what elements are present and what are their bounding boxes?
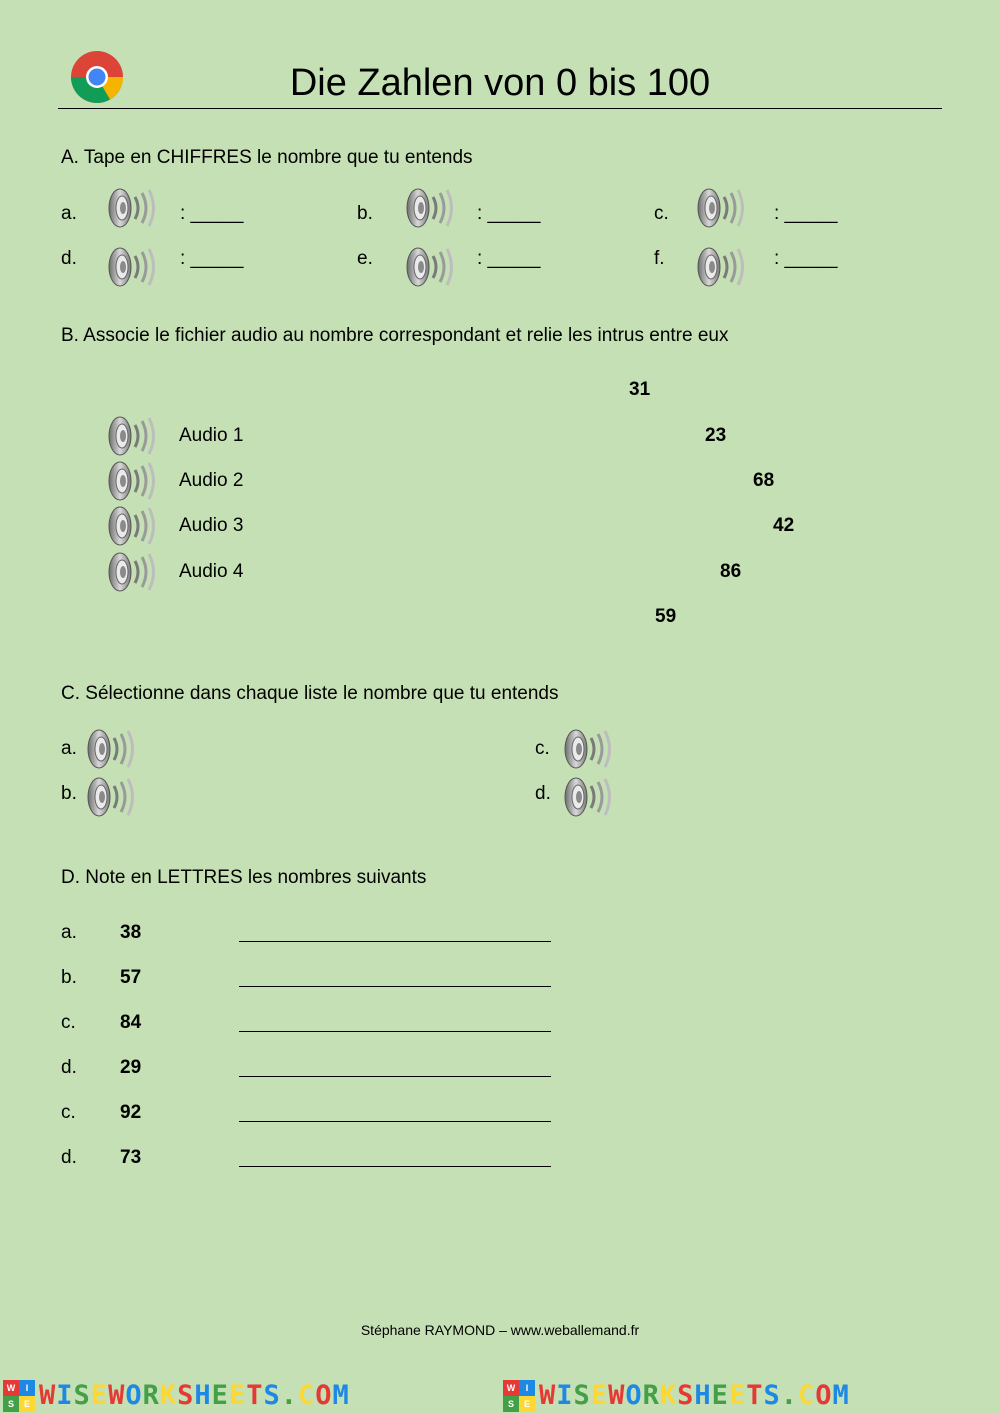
speaker-icon[interactable] <box>696 246 748 288</box>
banner-letter: O <box>815 1380 833 1411</box>
section-a-label-c: c. <box>654 203 669 224</box>
speaker-icon[interactable] <box>107 246 159 288</box>
banner-letter: . <box>780 1380 798 1411</box>
banner-letter: R <box>642 1380 660 1411</box>
section-d-label: c. <box>61 1012 76 1033</box>
section-d-heading: D. Note en LETTRES les nombres suivants <box>61 867 427 888</box>
section-a-label-f: f. <box>654 248 665 269</box>
answer-line[interactable] <box>239 1121 551 1122</box>
answer-line[interactable] <box>239 941 551 942</box>
banner-letter: E <box>728 1380 747 1411</box>
banner-letter: S <box>677 1380 695 1411</box>
section-a-label-b: b. <box>357 203 373 224</box>
banner-letter: E <box>590 1380 609 1411</box>
audio-label-3[interactable]: Audio 3 <box>179 515 244 536</box>
banner-letter: E <box>228 1380 247 1411</box>
page-title: Die Zahlen von 0 bis 100 <box>289 62 711 104</box>
section-d-number: 73 <box>120 1147 142 1168</box>
banner-letter: K <box>159 1380 178 1411</box>
banner-letter: O <box>315 1380 333 1411</box>
section-c-label-c: c. <box>535 738 550 759</box>
banner-letter: S <box>73 1380 91 1411</box>
section-d-number: 57 <box>120 967 142 988</box>
banner-text <box>539 1380 850 1411</box>
banner-letter: M <box>332 1380 350 1411</box>
speaker-icon[interactable] <box>107 187 159 229</box>
banner-letter: C <box>297 1380 316 1411</box>
answer-input-d[interactable]: : _____ <box>180 248 244 269</box>
banner-text <box>39 1380 350 1411</box>
match-number[interactable]: 59 <box>655 606 677 627</box>
section-a-heading: A. Tape en CHIFFRES le nombre que tu entends <box>61 147 473 168</box>
section-c-label-a: a. <box>61 738 77 759</box>
audio-label-2[interactable]: Audio 2 <box>179 470 244 491</box>
speaker-icon[interactable] <box>107 551 159 593</box>
section-a-label-d: d. <box>61 248 77 269</box>
speaker-icon[interactable] <box>107 460 159 502</box>
banner-letter: E <box>711 1380 729 1411</box>
section-a-label-e: e. <box>357 248 373 269</box>
banner-letter: S <box>573 1380 591 1411</box>
logo-letter: E <box>519 1396 535 1412</box>
match-number[interactable]: 31 <box>629 379 651 400</box>
section-d-label: c. <box>61 1102 76 1123</box>
banner-letter: W <box>608 1380 626 1411</box>
section-c-label-b: b. <box>61 783 77 804</box>
answer-line[interactable] <box>239 1031 551 1032</box>
banner-letter: H <box>694 1380 712 1411</box>
speaker-icon[interactable] <box>107 505 159 547</box>
match-number[interactable]: 23 <box>705 425 727 446</box>
logo-letter: E <box>19 1396 35 1412</box>
banner-letter: H <box>194 1380 212 1411</box>
speaker-icon[interactable] <box>405 246 457 288</box>
section-d-label: b. <box>61 967 77 988</box>
banner-letter: W <box>39 1380 57 1411</box>
banner-letter: I <box>556 1380 574 1411</box>
section-c-heading: C. Sélectionne dans chaque liste le nombre que tu entends <box>61 683 559 704</box>
section-d-number: 38 <box>120 922 142 943</box>
logo-letter: I <box>519 1380 535 1396</box>
audio-label-4[interactable]: Audio 4 <box>179 561 244 582</box>
banner-letter: S <box>263 1380 281 1411</box>
logo-letter: W <box>503 1380 519 1396</box>
speaker-icon[interactable] <box>563 776 615 818</box>
wise-logo-icon <box>503 1380 535 1412</box>
audio-label-1[interactable]: Audio 1 <box>179 425 244 446</box>
speaker-icon[interactable] <box>86 776 138 818</box>
answer-line[interactable] <box>239 1076 551 1077</box>
wise-logo-icon <box>3 1380 35 1412</box>
answer-line[interactable] <box>239 1166 551 1167</box>
answer-input-c[interactable]: : _____ <box>774 203 838 224</box>
section-d-label: d. <box>61 1057 77 1078</box>
answer-input-a[interactable]: : _____ <box>180 203 244 224</box>
answer-input-f[interactable]: : _____ <box>774 248 838 269</box>
logo-letter: S <box>3 1396 19 1412</box>
speaker-icon[interactable] <box>563 728 615 770</box>
banner-letter: E <box>211 1380 229 1411</box>
banner-letter: O <box>625 1380 643 1411</box>
banner-letter: T <box>746 1380 764 1411</box>
logo-letter: S <box>503 1396 519 1412</box>
banner-letter: I <box>56 1380 74 1411</box>
answer-input-e[interactable]: : _____ <box>477 248 541 269</box>
section-d-number: 29 <box>120 1057 142 1078</box>
speaker-icon[interactable] <box>86 728 138 770</box>
banner-letter: O <box>125 1380 143 1411</box>
section-c-label-d: d. <box>535 783 551 804</box>
banner-letter: M <box>832 1380 850 1411</box>
banner-letter: R <box>142 1380 160 1411</box>
banner-letter: C <box>797 1380 816 1411</box>
title-divider <box>58 108 942 109</box>
section-d-number: 92 <box>120 1102 142 1123</box>
match-number[interactable]: 68 <box>753 470 775 491</box>
footer-credit: Stéphane RAYMOND – www.weballemand.fr <box>360 1322 640 1338</box>
banner-letter: S <box>177 1380 195 1411</box>
match-number[interactable]: 42 <box>773 515 795 536</box>
logo-letter: W <box>3 1380 19 1396</box>
answer-line[interactable] <box>239 986 551 987</box>
watermark-banner <box>0 1378 1000 1413</box>
section-d-label: d. <box>61 1147 77 1168</box>
banner-letter: K <box>659 1380 678 1411</box>
banner-letter: W <box>108 1380 126 1411</box>
section-b-heading: B. Associe le fichier audio au nombre correspondant et relie les intrus entre eux <box>61 325 729 346</box>
answer-input-b[interactable]: : _____ <box>477 203 541 224</box>
speaker-icon[interactable] <box>405 187 457 229</box>
section-d-label: a. <box>61 922 77 943</box>
banner-letter: T <box>246 1380 264 1411</box>
speaker-icon[interactable] <box>107 415 159 457</box>
banner-letter: S <box>763 1380 781 1411</box>
section-a-label-a: a. <box>61 203 77 224</box>
speaker-icon[interactable] <box>696 187 748 229</box>
banner-letter: . <box>280 1380 298 1411</box>
logo-letter: I <box>19 1380 35 1396</box>
banner-letter: E <box>90 1380 109 1411</box>
banner-letter: W <box>539 1380 557 1411</box>
match-number[interactable]: 86 <box>720 561 742 582</box>
section-d-number: 84 <box>120 1012 142 1033</box>
